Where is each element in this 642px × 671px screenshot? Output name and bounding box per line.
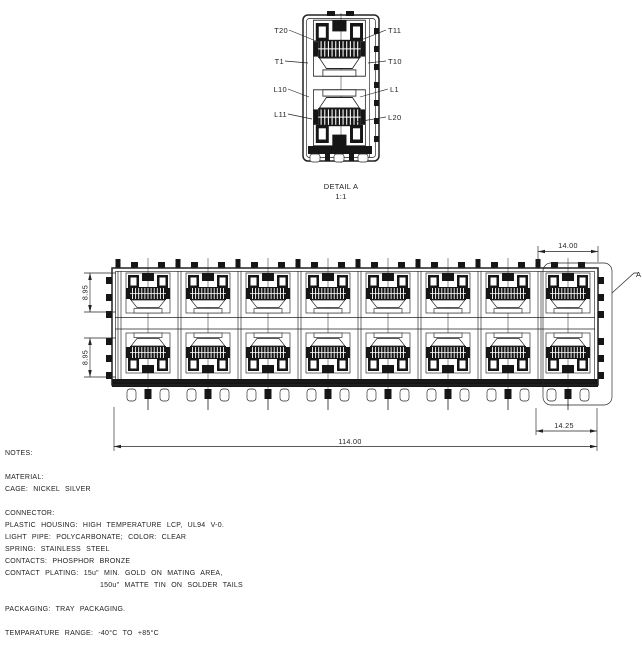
note-line: CONNECTOR: xyxy=(5,510,55,517)
port-column xyxy=(116,258,171,410)
svg-text:8.95: 8.95 xyxy=(80,284,90,301)
port-array xyxy=(116,258,591,410)
note-line: LIGHT PIPE: POLYCARBONATE; COLOR: CLEAR xyxy=(5,534,187,541)
pin-label-t11: T11 xyxy=(388,26,402,35)
note-line: PACKAGING: TRAY PACKAGING. xyxy=(5,606,126,613)
pin-label-t1: T1 xyxy=(274,57,284,66)
pin-label-l11: L11 xyxy=(274,110,287,119)
detail-caption: DETAIL A xyxy=(323,182,359,191)
detail-scale-label: 1:1 xyxy=(335,192,347,201)
note-line: CAGE: NICKEL SILVER xyxy=(5,486,91,493)
pin-label-t10: T10 xyxy=(388,57,402,66)
note-line: SPRING: STAINLESS STEEL xyxy=(5,546,110,553)
dim-overall-length xyxy=(114,407,597,451)
pin-label-l20: L20 xyxy=(388,113,402,122)
note-line: CONTACT PLATING: 15u" MIN. GOLD ON MATING AREA, xyxy=(5,570,223,577)
port-column xyxy=(416,258,471,410)
note-line: CONTACTS: PHOSPHOR BRONZE xyxy=(5,558,131,565)
main-view xyxy=(81,241,642,451)
port-column xyxy=(236,258,291,410)
notes-block xyxy=(5,448,385,640)
detail-callout-leader xyxy=(612,273,638,293)
note-line: TEMPARATURE RANGE: -40°C TO +85°C xyxy=(5,630,159,637)
port-column xyxy=(536,258,591,410)
svg-text:8.95: 8.95 xyxy=(80,349,90,366)
pin-label-t20: T20 xyxy=(274,26,288,35)
port-column xyxy=(296,258,351,410)
note-line: MATERIAL: xyxy=(5,474,44,481)
detail-bottom-port xyxy=(313,90,365,146)
detail-top-port xyxy=(313,20,365,76)
pin-label-l10: L10 xyxy=(273,85,287,94)
detail-view xyxy=(274,11,402,201)
svg-text:14.25: 14.25 xyxy=(554,421,574,430)
port-column xyxy=(476,258,531,410)
port-column xyxy=(176,258,231,410)
note-line: PLASTIC HOUSING: HIGH TEMPERATURE LCP, UL94 V-0. xyxy=(5,522,225,529)
notes-heading: NOTES: xyxy=(5,450,33,457)
svg-text:114.00: 114.00 xyxy=(338,437,362,446)
pin-label-l1: L1 xyxy=(390,85,399,94)
port-column xyxy=(356,258,411,410)
svg-text:14.00: 14.00 xyxy=(558,241,578,250)
detail-callout-letter: A xyxy=(636,270,642,279)
dim-end-width xyxy=(536,408,597,451)
note-line: 150u" MATTE TIN ON SOLDER TAILS xyxy=(100,582,243,589)
